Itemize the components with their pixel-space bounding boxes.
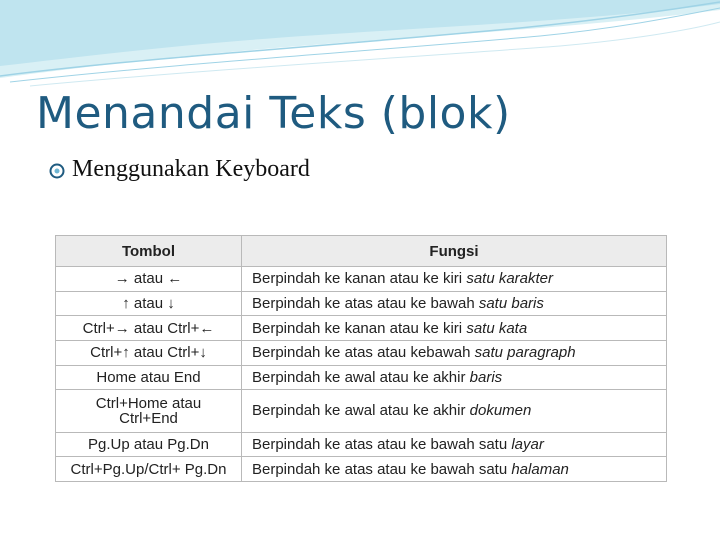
function-cell (242, 432, 667, 457)
function-cell (242, 291, 667, 316)
key-text: Ctrl+Pg.Up/Ctrl+ Pg.Dn (70, 460, 227, 478)
key-text: → atau ← (114, 270, 183, 288)
function-text: Berpindah ke atas atau kebawah (252, 344, 475, 362)
key-cell (56, 267, 242, 292)
key-cell (56, 390, 242, 432)
bullet-text: Menggunakan Keyboard (72, 156, 310, 182)
function-cell (242, 365, 667, 390)
function-emphasis: dokumen (469, 402, 532, 420)
function-text: Berpindah ke kanan atau ke kiri (252, 319, 467, 337)
function-text: Berpindah ke atas atau ke bawah satu (252, 460, 512, 478)
column-header-tombol: Tombol (56, 236, 242, 267)
key-text-line-2: Ctrl+End (119, 409, 178, 427)
function-emphasis: halaman (511, 460, 569, 478)
header-wave-decoration (0, 0, 720, 90)
function-emphasis: layar (511, 435, 544, 453)
key-cell (56, 340, 242, 365)
function-cell (242, 340, 667, 365)
function-cell (242, 316, 667, 341)
function-cell (242, 267, 667, 292)
key-text: ↑ atau ↓ (122, 294, 175, 312)
key-text: Ctrl+→ atau Ctrl+← (82, 319, 215, 337)
bullet-icon (46, 159, 68, 181)
keyboard-shortcut-table (55, 235, 667, 482)
key-text-line-1: Ctrl+Home atau (95, 394, 202, 412)
key-text: Home atau End (96, 368, 201, 386)
table-row (56, 457, 667, 482)
function-emphasis: satu baris (478, 294, 544, 312)
key-cell (56, 457, 242, 482)
table-row (56, 267, 667, 292)
table-row (56, 340, 667, 365)
table-row (56, 390, 667, 432)
key-cell (56, 316, 242, 341)
key-cell (56, 432, 242, 457)
function-emphasis: satu kata (466, 319, 528, 337)
table-row (56, 432, 667, 457)
function-emphasis: satu karakter (466, 270, 554, 288)
function-text: Berpindah ke kanan atau ke kiri (252, 270, 467, 288)
function-text: Berpindah ke atas atau ke bawah satu (252, 435, 512, 453)
key-text: Ctrl+↑ atau Ctrl+↓ (90, 344, 207, 362)
function-cell (242, 457, 667, 482)
key-text: Pg.Up atau Pg.Dn (88, 435, 209, 453)
bullet-item (46, 156, 310, 183)
column-header-fungsi: Fungsi (242, 236, 667, 267)
key-cell (56, 291, 242, 316)
table-row (56, 291, 667, 316)
function-text: Berpindah ke awal atau ke akhir (252, 402, 470, 420)
function-emphasis: baris (469, 368, 503, 386)
function-text: Berpindah ke awal atau ke akhir (252, 368, 470, 386)
slide-title: Menandai Teks (blok) (36, 88, 511, 139)
key-cell (56, 365, 242, 390)
table-header-row (56, 236, 667, 267)
function-cell (242, 390, 667, 432)
table-row (56, 316, 667, 341)
table-row (56, 365, 667, 390)
function-emphasis: satu paragraph (474, 344, 576, 362)
function-text: Berpindah ke atas atau ke bawah (252, 294, 479, 312)
